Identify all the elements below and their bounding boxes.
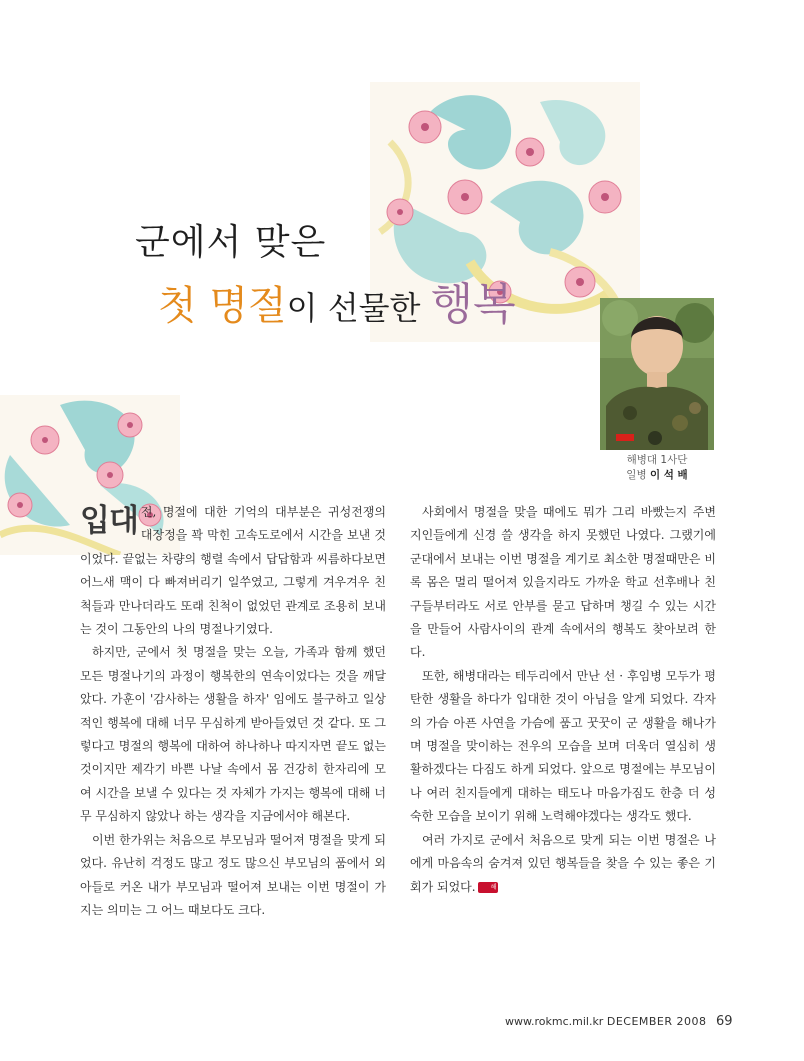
article-paragraph: 또한, 해병대라는 테두리에서 만난 선 · 후임병 모두가 평탄한 생활을 하다가 입대한 것이 아님을 알게 되었다. 각자의 가슴 아픈 사연을 가슴에 품고 꿋꿋이 군 생활을 해나가며 명절을 맞이하는 전우의 모습을 보며 더욱더 열심히 생활하겠다는 다짐도 하게 되었다. 앞으로 명절에는 부모님이나 여러 친지들에게 대하는 태도나 마음가짐도 한층 더 성숙한 모습을 보이기 위해 노력해야겠다는 생각도 했다. (410, 668, 716, 824)
article-paragraph (410, 829, 716, 902)
end-mark-badge: 해병대 (478, 882, 498, 893)
footer-url: www.rokmc.mil.kr (505, 1015, 604, 1028)
caption-name: 이 석 배 (649, 469, 688, 481)
article-column-right (410, 501, 716, 902)
paragraph-text: 전, 명절에 대한 기억의 대부분은 귀성전쟁의 대장정을 꽉 막힌 고속도로에서 시간을 보낸 것이었다. 끝없는 차량의 행렬 속에서 답답함과 씨름하다보면 어느새 맥이 다 빠져버리기 일쑤였고, 그렇게 겨우겨우 친척들과 만나더라도 또래 친척이 없었던 관계로 조용히 보내는 것이 그동안의 나의 명절나기였다. (80, 505, 386, 637)
article-title-line2 (158, 268, 516, 332)
footer-issue: DECEMBER 2008 (606, 1015, 707, 1028)
title-highlight-orange: 첫 명절 (158, 283, 287, 329)
page-number: 69 (716, 1014, 733, 1029)
soldier-portrait-photo (600, 298, 714, 450)
caption-unit: 해병대 1사단 (626, 454, 688, 466)
drop-cap: 입대 (80, 503, 138, 539)
page-footer (505, 1014, 733, 1029)
article-column-left (80, 501, 386, 922)
title-connector-text: 이 선물한 (286, 289, 431, 327)
article-paragraph: 이번 한가위는 처음으로 부모님과 떨어져 명절을 맞게 되었다. 유난히 걱정도 많고 정도 많으신 부모님의 품에서 외아들로 커온 내가 부모님과 떨어져 보내는 이번 명절이 가지는 의미는 그 어느 때보다도 크다. (80, 832, 386, 917)
article-paragraph: 하지만, 군에서 첫 명절을 맞는 오늘, 가족과 함께 했던 모든 명절나기의 과정이 행복한의 연속이었다는 것을 깨달았다. 가훈이 '감사하는 생활을 하자' 임에도 불구하고 일상적인 행복에 대해 너무 무심하게 받아들였던 것 같다. 또 그렇다고 명절의 행복에 대하여 하나하나 따지자면 끝도 없는 것이지만 제각기 바쁜 나날 속에서 몸 건강히 한자리에 모여 시간을 보낼 수 있다는 것 자체가 가지는 행복에 대해 너무 무심하지 않았나 하는 생각을 지금에서야 해본다. (80, 645, 386, 824)
paragraph-text: 여러 가지로 군에서 처음으로 맞게 되는 이번 명절은 나에게 마음속의 숨겨져 있던 행복들을 찾을 수 있는 좋은 기회가 되었다. (410, 832, 716, 894)
caption-person (598, 468, 716, 483)
title-highlight-purple: 행복 (430, 279, 516, 330)
photo-caption (598, 453, 716, 483)
article-title-line1: 군에서 맞은 (135, 222, 327, 263)
article-paragraph: 사회에서 명절을 맞을 때에도 뭐가 그리 바빴는지 주변 지인들에게 신경 쓸 생각을 하지 못했던 나였다. 그랬기에 군대에서 보내는 이번 명절을 계기로 최소한 명절때만은 비록 몸은 멀리 떨어져 있을지라도 가까운 학교 선후배나 친구들부터라도 서로 안부를 묻고 답하며 챙길 수 있는 시간을 만들어 사람사이의 관계 속에서의 행복도 찾아보려 한다. (410, 505, 716, 660)
caption-rank: 일병 (626, 469, 647, 481)
article-paragraph (80, 501, 386, 641)
